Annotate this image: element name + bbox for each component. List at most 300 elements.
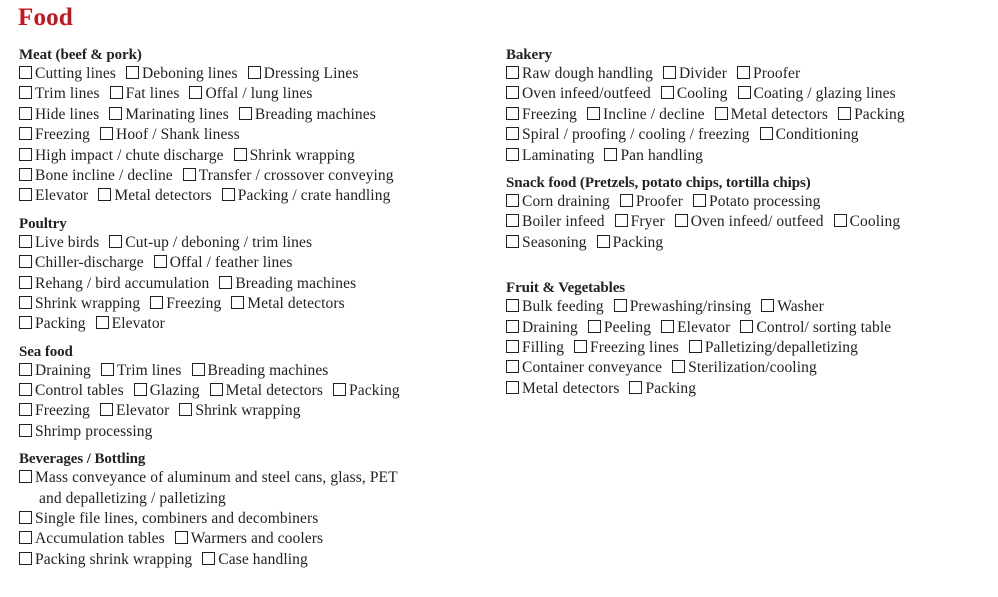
checkbox-item-bone-incline-decline[interactable] [19, 166, 173, 186]
checkbox[interactable] [19, 168, 32, 181]
checkbox-item-cooling[interactable] [834, 212, 901, 232]
checkbox[interactable] [333, 383, 346, 396]
checkbox[interactable] [19, 296, 32, 309]
checkbox-item-spiral-proofing-cooling-freezing[interactable] [506, 125, 750, 145]
checkbox[interactable] [19, 470, 32, 483]
checkbox-label: Dressing Lines [263, 65, 359, 82]
checkbox[interactable] [661, 86, 674, 99]
checkbox-row [19, 550, 489, 570]
checkbox-item-dressing-lines[interactable] [248, 64, 359, 84]
checkbox-label: Oven infeed/outfeed [522, 85, 651, 103]
checkbox-item-packing-crate-handling[interactable] [222, 186, 391, 206]
checkbox-label: Seasoning [522, 233, 587, 251]
checkbox-label: Offal / lung lines [205, 85, 313, 103]
checkbox-item-prewashing-rinsing[interactable] [614, 297, 752, 317]
checkbox[interactable] [587, 107, 600, 120]
checkbox-label: Packing / crate handling [237, 187, 391, 205]
checkbox[interactable] [100, 403, 113, 416]
checkbox-item-freezing[interactable] [19, 401, 90, 421]
checkbox-row [19, 166, 489, 186]
checkbox[interactable] [100, 127, 113, 140]
checkbox-item-freezing[interactable] [150, 294, 221, 314]
checkbox-item-container-conveyance[interactable] [506, 358, 662, 378]
checkbox-label: Conditioning [775, 126, 859, 144]
checkbox[interactable] [19, 552, 32, 565]
checkbox-item-packing[interactable] [333, 381, 400, 401]
checkbox[interactable] [96, 316, 109, 329]
checkbox-label: Hide lines [35, 105, 100, 123]
checkbox[interactable] [134, 383, 147, 396]
checkbox-label: Freezing [166, 294, 222, 312]
checkbox-label: Divider [678, 65, 728, 82]
checkbox-item-chiller-discharge[interactable] [19, 253, 144, 273]
checkbox-item-accumulation-tables[interactable] [19, 529, 165, 549]
checkbox[interactable] [506, 299, 519, 312]
section-poultry [19, 215, 489, 335]
section-title: Meat (beef & pork) [19, 47, 142, 63]
checkbox[interactable] [737, 66, 750, 79]
checkbox-item-laminating[interactable] [506, 146, 594, 166]
checkbox[interactable] [189, 86, 202, 99]
checkbox-label: Freezing [35, 126, 91, 144]
checkbox[interactable] [239, 107, 252, 120]
section-snack-food-pretzels-potato-chips-tortilla-chips [506, 174, 986, 253]
checkbox[interactable] [506, 86, 519, 99]
checkbox-row [506, 192, 986, 212]
checkbox[interactable] [19, 188, 32, 201]
checkbox[interactable] [179, 403, 192, 416]
checkbox[interactable] [109, 235, 122, 248]
checkbox-item-rehang-bird-accumulation[interactable] [19, 274, 209, 294]
checkbox-row [506, 212, 986, 232]
checkbox[interactable] [19, 235, 32, 248]
checkbox[interactable] [629, 381, 642, 394]
checkbox[interactable] [615, 214, 628, 227]
checkbox[interactable] [98, 188, 111, 201]
checkbox-row [19, 294, 489, 314]
checkbox-label: Transfer / crossover conveying [198, 166, 394, 184]
checkbox-item-cooling[interactable] [661, 84, 728, 104]
checkbox-row [506, 64, 986, 84]
checkbox-label: Live birds [35, 233, 100, 251]
checkbox[interactable] [234, 148, 247, 161]
checkbox[interactable] [672, 360, 685, 373]
checkbox-item-control-tables[interactable] [19, 381, 124, 401]
checkbox-item-metal-detectors[interactable] [506, 379, 619, 399]
checkbox-label: Packing [854, 105, 905, 123]
checkbox-label: Cutting lines [35, 65, 116, 82]
checkbox[interactable] [663, 66, 676, 79]
checkbox[interactable] [192, 363, 205, 376]
checkbox-label: Boiler infeed [522, 213, 605, 231]
checkbox-label: Elevator [111, 315, 165, 333]
checkbox-label: Bulk feeding [522, 298, 604, 316]
checkbox-label: Laminating [522, 146, 595, 164]
checkbox-row [19, 84, 489, 104]
checkbox-label: Corn draining [522, 192, 610, 210]
checkbox-label: Packing [645, 379, 697, 397]
checkbox-label: Freezing [35, 402, 91, 420]
checkbox-label: Container conveyance [522, 359, 663, 377]
checkbox[interactable] [506, 66, 519, 79]
checkbox-item-live-birds[interactable] [19, 233, 99, 253]
checkbox-item-high-impact-chute-discharge[interactable] [19, 146, 224, 166]
checkbox[interactable] [202, 552, 215, 565]
checkbox-item-draining[interactable] [506, 318, 578, 338]
checkbox[interactable] [19, 148, 32, 161]
section-title: Beverages / Bottling [19, 451, 146, 468]
checkbox[interactable] [715, 107, 728, 120]
checkbox[interactable] [506, 194, 519, 207]
checkbox-label: Metal detectors [730, 105, 829, 123]
checkbox[interactable] [19, 316, 32, 329]
checkbox[interactable] [222, 188, 235, 201]
checkbox[interactable] [760, 127, 773, 140]
checkbox-row [19, 381, 489, 401]
checkbox[interactable] [838, 107, 851, 120]
checkbox-item-trim-lines[interactable] [101, 361, 182, 381]
checkbox-item-oven-infeed-outfeed[interactable] [506, 84, 651, 104]
checkbox-item-packing-shrink-wrapping[interactable] [19, 550, 192, 570]
checkbox-row [506, 146, 986, 166]
checkbox[interactable] [231, 296, 244, 309]
section-meat-beef-pork [19, 46, 489, 207]
checkbox-item-control-sorting-table[interactable] [740, 318, 891, 338]
checkbox-item-trim-lines[interactable] [19, 84, 100, 104]
checkbox-label: Breading machines [235, 274, 357, 292]
checkbox-label: Potato processing [709, 192, 821, 210]
checkbox-label: Metal detectors [522, 379, 620, 397]
checkbox[interactable] [661, 320, 674, 333]
checkbox-item-hoof-shank-liness[interactable] [100, 125, 240, 145]
checkbox-item-freezing-lines[interactable] [574, 338, 679, 358]
checkbox-item-raw-dough-handling[interactable] [506, 64, 653, 84]
checkbox-item-metal-detectors[interactable] [231, 294, 344, 314]
checkbox[interactable] [574, 340, 587, 353]
checkbox-label: Raw dough handling [522, 65, 653, 82]
checkbox-item-washer[interactable] [761, 297, 824, 317]
checkbox-label: Hoof / Shank liness [116, 126, 240, 144]
checkbox-label: Proofer [635, 192, 684, 210]
checkbox-label: Packing [349, 382, 400, 400]
checkbox-label: Shrimp processing [35, 422, 153, 440]
checkbox[interactable] [614, 299, 627, 312]
checkbox[interactable] [19, 403, 32, 416]
checkbox[interactable] [693, 194, 706, 207]
checkbox[interactable] [620, 194, 633, 207]
checkbox[interactable] [19, 127, 32, 140]
checkbox-label: Offal / feather lines [169, 254, 293, 272]
checkbox-label: Breading machines [207, 361, 329, 379]
checkbox-item-palletizing-depalletizing[interactable] [689, 338, 858, 358]
checkbox[interactable] [183, 168, 196, 181]
checkbox-label: Filling [522, 338, 565, 356]
checkbox-item-shrimp-processing[interactable] [19, 422, 153, 442]
checkbox-row [19, 146, 489, 166]
checkbox[interactable] [761, 299, 774, 312]
checkbox-item-pan-handling[interactable] [604, 146, 703, 166]
checkbox-item-peeling[interactable] [588, 318, 651, 338]
checkbox-row [19, 233, 489, 253]
checkbox-label: Fat lines [125, 85, 180, 103]
right-column [506, 46, 986, 407]
checkbox-label: Cut-up / deboning / trim lines [125, 233, 313, 251]
checkbox-row [19, 125, 489, 145]
checkbox-item-packing[interactable] [19, 314, 86, 334]
checkbox[interactable] [506, 148, 519, 161]
checkbox[interactable] [19, 531, 32, 544]
checkbox-label: Washer [777, 298, 824, 316]
checkbox-row [19, 509, 489, 529]
checkbox-item-metal-detectors[interactable] [210, 381, 323, 401]
checkbox-label: Draining [522, 318, 578, 336]
checkbox[interactable] [597, 235, 610, 248]
checkbox-label: High impact / chute discharge [35, 146, 224, 164]
checkbox[interactable] [588, 320, 601, 333]
checkbox-row [19, 422, 489, 442]
checkbox[interactable] [19, 363, 32, 376]
checkbox-item-breading-machines[interactable] [219, 274, 356, 294]
checkbox-item-potato-processing[interactable] [693, 192, 820, 212]
checkbox-label: Case handling [218, 550, 308, 568]
checkbox-label: Proofer [753, 65, 801, 82]
checkbox-item-shrink-wrapping[interactable] [179, 401, 300, 421]
checkbox-label: Spiral / proofing / cooling / freezing [522, 126, 750, 144]
checkbox[interactable] [604, 148, 617, 161]
checkbox-row [19, 401, 489, 421]
checkbox[interactable] [506, 360, 519, 373]
checkbox[interactable] [19, 383, 32, 396]
checkbox[interactable] [210, 383, 223, 396]
section-beverages-bottling [19, 450, 489, 570]
section-title: Fruit & Vegetables [506, 280, 626, 297]
checkbox-item-metal-detectors[interactable] [98, 186, 211, 206]
checkbox-item-cut-up-deboning-trim-lines[interactable] [109, 233, 312, 253]
checkbox-item-marinating-lines[interactable] [109, 105, 229, 125]
checkbox[interactable] [175, 531, 188, 544]
checkbox-label: Fryer [630, 213, 665, 231]
checkbox-label: Metal detectors [247, 294, 345, 312]
section-bakery [506, 46, 986, 166]
checkbox[interactable] [109, 107, 122, 120]
checkbox-label: Elevator [116, 402, 170, 420]
checkbox-item-freezing[interactable] [19, 125, 90, 145]
checkbox-item-elevator[interactable] [19, 186, 88, 206]
checkbox-label: Elevator [677, 318, 731, 336]
checkbox-item-single-file-lines-combiners-and-decombiners[interactable] [19, 509, 318, 529]
checkbox-row [19, 105, 489, 125]
checkbox-label: Marinating lines [125, 105, 229, 123]
checkbox-label: Shrink wrapping [195, 402, 301, 420]
checkbox-label: Trim lines [116, 361, 182, 379]
checkbox-item-packing[interactable] [838, 105, 905, 125]
checkbox-label: Metal detectors [225, 382, 324, 400]
checkbox[interactable] [19, 86, 32, 99]
checkbox-label: Freezing [522, 105, 578, 123]
checkbox-row [506, 105, 986, 125]
checkbox-item-fryer[interactable] [615, 212, 665, 232]
checkbox-item-offal-feather-lines[interactable] [154, 253, 293, 273]
checkbox[interactable] [19, 276, 32, 289]
checkbox-label: Trim lines [35, 85, 100, 103]
checkbox-row [506, 233, 986, 253]
checkbox-label: Deboning lines [141, 65, 238, 82]
checkbox[interactable] [738, 86, 751, 99]
checkbox-label: Shrink wrapping [35, 294, 141, 312]
left-column [19, 46, 489, 578]
checkbox-item-conditioning[interactable] [760, 125, 859, 145]
checkbox-label: Warmers and coolers [190, 530, 324, 548]
checkbox[interactable] [506, 320, 519, 333]
checkbox-label: Bone incline / decline [35, 166, 173, 184]
checkbox-label: Chiller-discharge [35, 254, 144, 272]
checkbox-row [19, 314, 489, 334]
section-fruit-vegetables [506, 279, 986, 399]
checkbox-item-freezing[interactable] [506, 105, 577, 125]
checkbox-item-corn-draining[interactable] [506, 192, 610, 212]
checkbox-row [506, 358, 986, 378]
checkbox[interactable] [150, 296, 163, 309]
checkbox-item-proofer[interactable] [737, 64, 800, 84]
checkbox[interactable] [506, 235, 519, 248]
checkbox-item-filling[interactable] [506, 338, 564, 358]
checkbox-label: Packing [35, 315, 86, 333]
checkbox-label: Mass conveyance of aluminum and steel cans, glass, PET [35, 469, 398, 487]
checkbox-label-continuation: and depalletizing / palletizing [39, 489, 226, 507]
checkbox-row [506, 297, 986, 317]
checkbox[interactable] [19, 255, 32, 268]
checkbox-item-packing[interactable] [629, 379, 696, 399]
checkbox[interactable] [689, 340, 702, 353]
checkbox-item-transfer-crossover-conveying[interactable] [183, 166, 394, 186]
checkbox-item-warmers-and-coolers[interactable] [175, 529, 323, 549]
checkbox[interactable] [154, 255, 167, 268]
checkbox-row [19, 253, 489, 273]
checkbox-item-elevator[interactable] [661, 318, 730, 338]
checkbox-item-elevator[interactable] [96, 314, 165, 334]
checkbox-item-packing[interactable] [597, 233, 664, 253]
checkbox-label: Single file lines, combiners and decombiners [35, 510, 319, 528]
checkbox-item-deboning-lines[interactable] [126, 64, 238, 84]
checkbox-label: Glazing [149, 382, 200, 400]
checkbox-label: Cooling [849, 213, 901, 231]
checkbox[interactable] [834, 214, 847, 227]
checkbox-item-glazing[interactable] [134, 381, 200, 401]
checkbox-item-shrink-wrapping[interactable] [19, 294, 140, 314]
checkbox-item-sterilization-cooling[interactable] [672, 358, 817, 378]
checkbox-label: Rehang / bird accumulation [35, 274, 210, 292]
checkbox-label: Control/ sorting table [756, 318, 892, 336]
checkbox-item-breading-machines[interactable] [192, 361, 329, 381]
checkbox-row [506, 318, 986, 338]
section-title: Poultry [19, 215, 67, 232]
checkbox[interactable] [248, 66, 261, 79]
section-title: Bakery [506, 47, 553, 63]
checkbox-label: Pan handling [620, 146, 704, 164]
section-title: Snack food (Pretzels, potato chips, tortilla chips) [506, 174, 811, 191]
checkbox-item-boiler-infeed[interactable] [506, 212, 605, 232]
checkbox-item-offal-lung-lines[interactable] [189, 84, 312, 104]
checkbox-row [19, 361, 489, 381]
checkbox-label: Sterilization/cooling [688, 359, 817, 377]
checkbox-label: Freezing lines [590, 338, 679, 356]
checkbox-item-case-handling[interactable] [202, 550, 308, 570]
checkbox[interactable] [126, 66, 139, 79]
checkbox-label: Metal detectors [114, 187, 212, 205]
checkbox[interactable] [506, 340, 519, 353]
checkbox-item-mass-conveyance-of-aluminum-and-steel-cans-glass-pet[interactable] [19, 468, 398, 488]
checkbox-item-divider[interactable] [663, 64, 727, 84]
checkbox[interactable] [506, 214, 519, 227]
checkbox-label: Elevator [35, 187, 89, 205]
checkbox-row [506, 379, 986, 399]
checkbox[interactable] [506, 107, 519, 120]
checkbox-label: Oven infeed/ outfeed [690, 213, 824, 231]
page-title: Food [18, 4, 73, 31]
checkbox-item-draining[interactable] [19, 361, 91, 381]
checkbox-label: Packing [612, 233, 664, 251]
checkbox-item-bulk-feeding[interactable] [506, 297, 604, 317]
checkbox-label: Draining [35, 361, 91, 379]
checkbox[interactable] [110, 86, 123, 99]
checkbox-row [19, 274, 489, 294]
checkbox-row [19, 186, 489, 206]
checkbox-label: Prewashing/rinsing [629, 298, 752, 316]
checkbox[interactable] [506, 127, 519, 140]
checkbox-item-hide-lines[interactable] [19, 105, 99, 125]
checkbox[interactable] [19, 424, 32, 437]
checkbox[interactable] [19, 511, 32, 524]
checkbox-label: Shrink wrapping [249, 146, 355, 164]
checkbox-item-elevator[interactable] [100, 401, 169, 421]
section-sea-food [19, 343, 489, 443]
checkbox-label: Peeling [603, 318, 652, 336]
checkbox-item-oven-infeed-outfeed[interactable] [675, 212, 824, 232]
checkbox-label: Palletizing/depalletizing [704, 338, 858, 356]
checkbox-row [19, 468, 489, 488]
checkbox-item-shrink-wrapping[interactable] [234, 146, 355, 166]
checkbox-row [19, 529, 489, 549]
checkbox-item-cutting-lines[interactable] [19, 64, 116, 84]
checkbox[interactable] [19, 66, 32, 79]
checkbox-label: Control tables [35, 382, 124, 400]
section-title: Sea food [19, 343, 73, 360]
checkbox-item-proofer[interactable] [620, 192, 683, 212]
checkbox-row [506, 338, 986, 358]
checkbox[interactable] [101, 363, 114, 376]
checkbox[interactable] [19, 107, 32, 120]
checkbox-label: Packing shrink wrapping [35, 550, 193, 568]
checkbox[interactable] [675, 214, 688, 227]
checkbox[interactable] [740, 320, 753, 333]
checkbox-item-incline-decline[interactable] [587, 105, 705, 125]
checkbox-label: Incline / decline [603, 105, 705, 123]
checkbox-label: Coating / glazing lines [753, 85, 896, 103]
checkbox-item-fat-lines[interactable] [110, 84, 180, 104]
checkbox-label: Cooling [676, 85, 728, 103]
checkbox-item-metal-detectors[interactable] [715, 105, 828, 125]
checkbox[interactable] [219, 276, 232, 289]
checkbox-item-breading-machines[interactable] [239, 105, 376, 125]
checkbox-row [506, 125, 986, 145]
checkbox-item-seasoning[interactable] [506, 233, 587, 253]
checkbox[interactable] [506, 381, 519, 394]
checkbox-row [506, 84, 986, 104]
checkbox-item-coating-glazing-lines[interactable] [738, 84, 896, 104]
checkbox-label: Accumulation tables [35, 530, 165, 548]
checkbox-label: Breading machines [254, 105, 376, 123]
checkbox-row [19, 64, 489, 84]
